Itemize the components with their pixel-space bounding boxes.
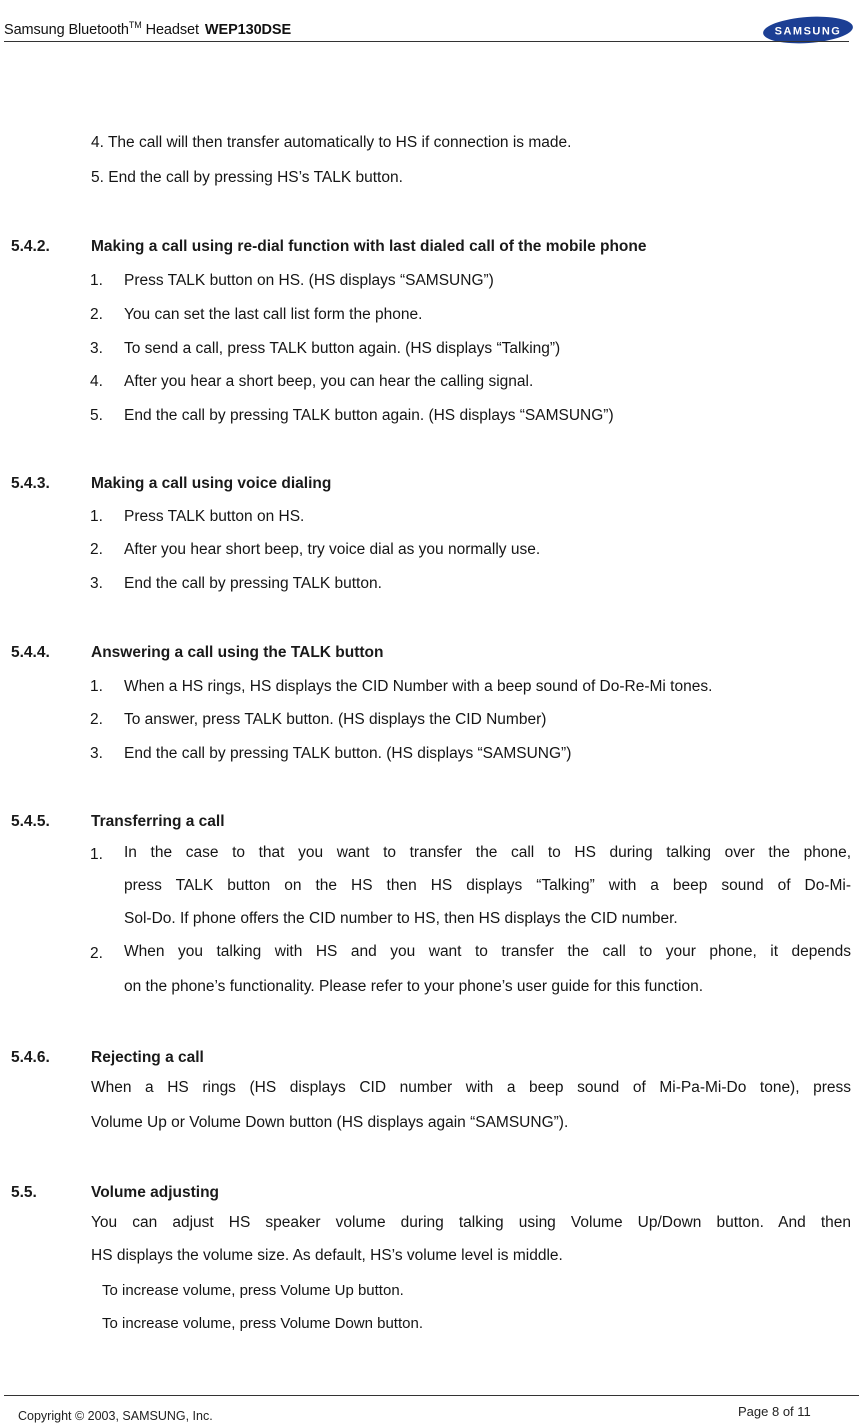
section-number: 5.5. [11, 1184, 37, 1201]
header-title-prefix: Samsung Bluetooth [4, 22, 129, 38]
page-header [4, 14, 859, 40]
list-item: End the call by pressing TALK button again. (HS displays “SAMSUNG”) [124, 407, 614, 424]
trademark-mark: TM [128, 20, 142, 30]
copyright-notice: Copyright © 2003, SAMSUNG, Inc. [18, 1409, 213, 1423]
list-number: 1. [90, 508, 103, 525]
intro-line-4: 4. The call will then transfer automatically to HS if connection is made. [91, 134, 572, 151]
section-number: 5.4.4. [11, 644, 50, 661]
list-number: 1. [90, 846, 103, 863]
volume-instruction: To increase volume, press Volume Down button. [102, 1315, 423, 1332]
section-number: 5.4.2. [11, 238, 50, 255]
list-item: To send a call, press TALK button again. (HS displays “Talking”) [124, 340, 561, 357]
section-title: Rejecting a call [91, 1049, 204, 1066]
list-item-line: When you talking with HS and you want to transfer the call to your phone, it depends [124, 943, 851, 960]
list-number: 2. [90, 541, 103, 558]
list-item: End the call by pressing TALK button. (HS displays “SAMSUNG”) [124, 745, 572, 762]
section-number: 5.4.3. [11, 475, 50, 492]
list-number: 3. [90, 340, 103, 357]
section-title: Volume adjusting [91, 1184, 220, 1201]
section-title: Making a call using re-dial function with last dialed call of the mobile phone [91, 238, 647, 255]
list-item: To answer, press TALK button. (HS displays the CID Number) [124, 711, 547, 728]
list-item: After you hear a short beep, you can hear the calling signal. [124, 373, 534, 390]
list-number: 4. [90, 373, 103, 390]
list-item: After you hear short beep, try voice dial as you normally use. [124, 541, 541, 558]
footer-divider [4, 1395, 859, 1396]
section-title: Transferring a call [91, 813, 225, 830]
list-item-line: In the case to that you want to transfer the call to HS during talking over the phone, [124, 844, 851, 861]
svg-text:SAMSUNG: SAMSUNG [774, 25, 842, 38]
section-number: 5.4.5. [11, 813, 50, 830]
list-item: You can set the last call list form the phone. [124, 306, 423, 323]
page-number: Page 8 of 11 [738, 1404, 811, 1419]
list-item: Press TALK button on HS. [124, 508, 305, 525]
intro-line-5: 5. End the call by pressing HS’s TALK button. [91, 169, 403, 186]
list-item: When a HS rings, HS displays the CID Number with a beep sound of Do-Re-Mi tones. [124, 678, 713, 695]
list-number: 3. [90, 745, 103, 762]
list-number: 3. [90, 575, 103, 592]
list-item-line: Sol-Do. If phone offers the CID number to HS, then HS displays the CID number. [124, 910, 678, 927]
header-title [4, 20, 291, 38]
list-number: 2. [90, 945, 103, 962]
volume-instruction: To increase volume, press Volume Up button. [102, 1282, 404, 1299]
list-number: 1. [90, 272, 103, 289]
list-number: 2. [90, 306, 103, 323]
list-item-line: on the phone’s functionality. Please refer to your phone’s user guide for this function. [124, 978, 704, 995]
list-item: End the call by pressing TALK button. [124, 575, 382, 592]
list-item-line: press TALK button on the HS then HS displays “Talking” with a beep sound of Do-Mi- [124, 877, 851, 894]
header-model: WEP130DSE [204, 22, 292, 38]
list-number: 2. [90, 711, 103, 728]
paragraph-line: Volume Up or Volume Down button (HS displays again “SAMSUNG”). [91, 1114, 569, 1131]
paragraph-line: When a HS rings (HS displays CID number with a beep sound of Mi-Pa-Mi-Do tone), press [91, 1079, 851, 1096]
header-divider [4, 41, 849, 42]
header-title-product: Headset [141, 22, 199, 38]
paragraph-line: You can adjust HS speaker volume during talking using Volume Up/Down button. And then [91, 1214, 851, 1231]
list-number: 5. [90, 407, 103, 424]
list-number: 1. [90, 678, 103, 695]
section-title: Answering a call using the TALK button [91, 644, 384, 661]
list-item: Press TALK button on HS. (HS displays “SAMSUNG”) [124, 272, 494, 289]
section-number: 5.4.6. [11, 1049, 50, 1066]
paragraph-line: HS displays the volume size. As default, HS’s volume level is middle. [91, 1247, 563, 1264]
section-title: Making a call using voice dialing [91, 475, 332, 492]
